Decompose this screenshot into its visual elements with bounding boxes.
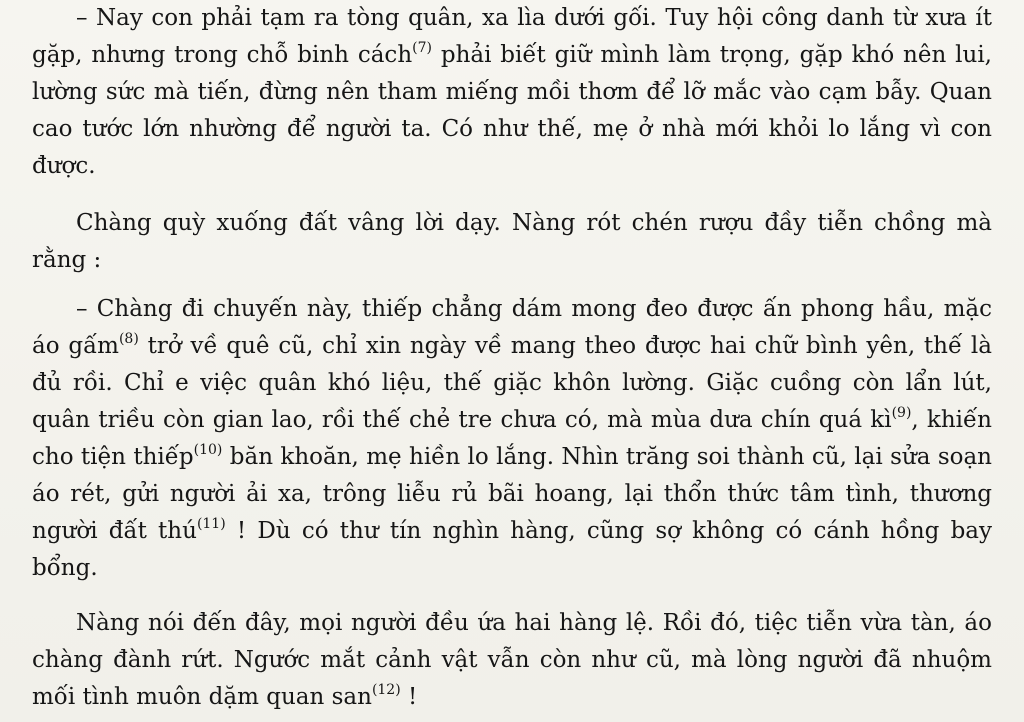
- paragraph-mother-advice: [32, 0, 992, 185]
- dialogue-dash: –: [76, 296, 97, 322]
- text-segment: phải biết giữ mình làm trọng, gặp khó nên lui, lường sức mà tiến, đừng nên tham miếng mồi thơm để lỡ mắc vào cạm bẫy. Quan cao tước lớn nhường để người ta. Có như thế, mẹ ở nhà mới khỏi lo lắng vì con được.: [32, 42, 992, 179]
- text-segment: , khiến cho tiện thiếp: [32, 407, 992, 470]
- footnote-ref-7: (7): [412, 40, 432, 56]
- text-segment: trở về quê cũ, chỉ xin ngày về mang theo được hai chữ bình yên, thế là đủ rồi. Chỉ e việc quân khó liệu, thế giặc khôn lường. Giặc cuồng còn lẩn lút, quân triều còn gian lao, rồi thế chẻ tre chưa có, mà mùa dưa chín quá kì: [32, 333, 992, 433]
- text-segment: ! Dù có thư tín nghìn hàng, cũng sợ không có cánh hồng bay bổng.: [32, 518, 993, 581]
- text-segment: băn khoăn, mẹ hiền lo lắng. Nhìn trăng soi thành cũ, lại sửa soạn áo rét, gửi người ải xa, trông liễu rủ bãi hoang, lại thổn thức tâm tình, thương người đất thú: [32, 444, 992, 544]
- text-segment: Nay con phải tạm ra tòng quân, xa lìa dưới gối. Tuy hội công danh từ xưa ít gặp, nhưng trong chỗ binh cách: [32, 5, 993, 68]
- text-segment: Chàng đi chuyến này, thiếp chẳng dám mong đeo được ấn phong hầu, mặc áo gấm: [32, 296, 992, 359]
- footnote-ref-8: (8): [118, 331, 139, 347]
- footnote-ref-11: (11): [196, 516, 226, 532]
- text-segment: Nàng nói đến đây, mọi người đều ứa hai hàng lệ. Rồi đó, tiệc tiễn vừa tàn, áo chàng đành rứt. Ngước mắt cảnh vật vẫn còn như cũ, mà lòng người đã nhuộm mối tình muôn dặm quan san: [32, 610, 992, 710]
- dialogue-dash: –: [76, 5, 97, 31]
- paragraph-narration-parting: [32, 605, 992, 716]
- text-segment: Chàng quỳ xuống đất vâng lời dạy. Nàng rót chén rượu đầy tiễn chồng mà rằng :: [32, 210, 992, 273]
- footnote-ref-10: (10): [193, 442, 223, 458]
- paragraph-narration-farewell: [32, 205, 992, 279]
- footnote-ref-9: (9): [891, 405, 912, 421]
- paragraph-wife-speech: [32, 291, 992, 587]
- text-segment: !: [400, 684, 418, 710]
- footnote-ref-12: (12): [371, 682, 401, 698]
